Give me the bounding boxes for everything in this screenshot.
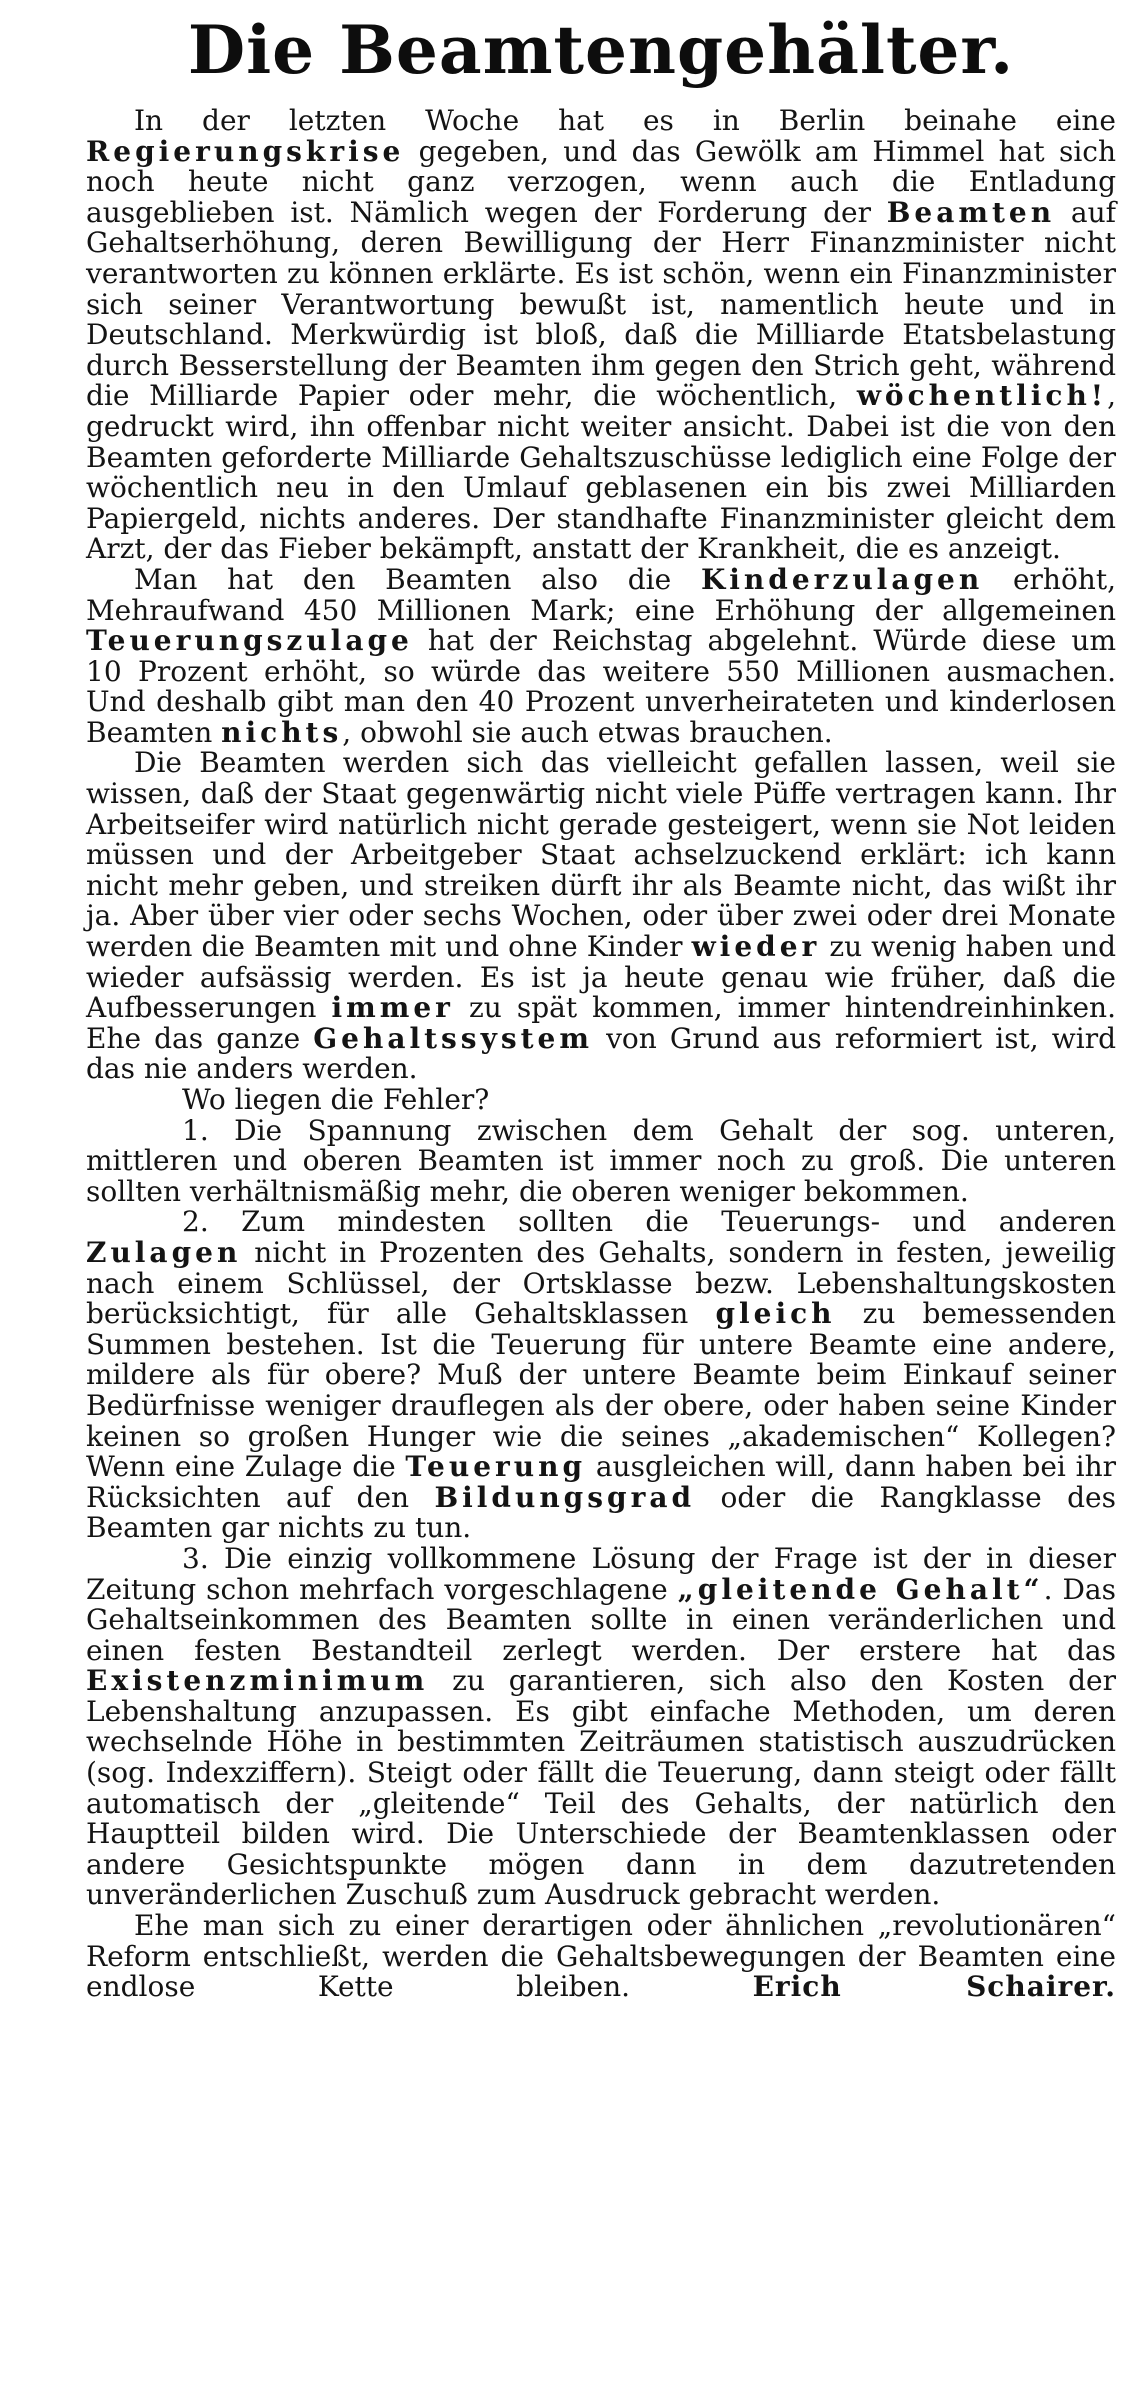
text-run: 3. Die einzig vollkommene Lösung der Frage ist der in dieser Zeitung schon mehrfach vorgeschlagene (86, 1541, 1116, 1606)
spaced-emphasis: Existenzminimum (86, 1664, 429, 1698)
newspaper-article (86, 0, 1116, 2400)
text-run: gegeben, und das Gewölk am Himmel hat sich noch heute nicht ganz verzogen, wenn auch die Entladung ausgeblieben ist. Nämlich wegen der Forderung der (86, 134, 1116, 229)
spaced-emphasis: gleich (715, 1297, 836, 1331)
text-run: Ehe man sich zu einer derartigen oder ähnlichen „revolutionären“ Reform entschließt, werden die Gehaltsbewegungen der Beamten eine endlose Kette bleiben. (86, 1909, 1116, 2004)
text-run: zu wenig haben und wieder aufsässig werden. Es ist ja heute genau wie früher, daß die Aufbesserungen (86, 930, 1116, 1025)
text-run: hat der Reichstag abgelehnt. Würde diese um 10 Prozent erhöht, so würde das weitere 550 Millionen ausmachen. Und deshalb gibt man den 40 Prozent unverheirateten und kinderlosen Beamten (86, 624, 1116, 749)
article-paragraph (86, 562, 1116, 749)
spaced-emphasis: Beamten (886, 195, 1056, 229)
text-run: ausgleichen will, dann haben bei ihr Rücksichten auf den (86, 1450, 1116, 1514)
text-run: zu garantieren, sich also den Kosten der Lebenshaltung anzupassen. Es gibt einfache Methoden, um deren wechselnde Höhe in bestimmten Zeiträumen statistisch auszudrücken (sog. Indexziffern). Steigt oder fällt die Teuerung, dann steigt oder fällt automatisch der „gleitende“ Teil des Gehalts, der natürlich den Hauptteil bilden wird. Die Unterschiede der Beamtenklassen oder andere Gesichtspunkte mögen dann in dem dazutretenden unveränderlichen Zuschuß zum Ausdruck gebracht werden. (86, 1664, 1116, 1912)
spaced-emphasis: Teuerungszulage (86, 624, 413, 658)
text-run: erhöht, Mehraufwand 450 Millionen Mark; eine Erhöhung der allgemeinen (86, 562, 1116, 627)
author-signature: Erich Schairer. (752, 1970, 1116, 2004)
article-body (86, 106, 1116, 2003)
text-run: auf Gehaltserhöhung, deren Bewilligung der Herr Finanzminister nicht verantworten zu können erklärte. Es ist schön, wenn ein Finanzminister sich seiner Verantwortung bewußt ist, namentlich heute und in Deutschland. Merkwürdig ist bloß, daß die Milliarde Etatsbelastung durch Besserstellung der Beamten ihm gegen den Strich geht, während die Milliarde Papier oder mehr, die wöchentlich, (86, 195, 1116, 413)
text-run: 1. Die Spannung zwischen dem Gehalt der sog. unteren, mittleren und oberen Beamten ist immer noch zu groß. Die unteren sollten verhältnismäßig mehr, die oberen weniger bekommen. (86, 1113, 1116, 1208)
text-run: 2. Zum mindesten sollten die Teuerungs- und anderen (182, 1205, 1116, 1239)
spaced-emphasis: wöchentlich! (856, 379, 1108, 413)
text-run: Man hat den Beamten also die (134, 562, 701, 596)
text-run: , gedruckt wird, ihn offenbar nicht weiter ansicht. Dabei ist die von den Beamten geforderte Milliarde Gehaltszuschüsse lediglich eine Folge der wöchentlich neu in den Umlauf geblasenen ein bis zwei Milliarden Papiergeld, nichts anderes. Der standhafte Finanzminister gleicht dem Arzt, der das Fieber bekämpft, anstatt der Krankheit, die es anzeigt. (86, 379, 1116, 566)
spaced-emphasis: Regierungskrise (86, 134, 405, 168)
text-run: . Das Gehaltseinkommen des Beamten sollte in einen veränderlichen und einen festen Bestandteil zerlegt werden. Der erstere hat das (86, 1572, 1116, 1667)
text-run: oder die Rangklasse des Beamten gar nichts zu tun. (86, 1480, 1116, 1545)
spaced-emphasis: Gehaltssystem (313, 1021, 593, 1055)
spaced-emphasis: nichts (221, 715, 343, 749)
article-paragraph (86, 1541, 1116, 1912)
article-headline: Die Beamtengehälter. (187, 11, 1015, 89)
text-run: , obwohl sie auch etwas brauchen. (342, 715, 833, 749)
spaced-emphasis: Kinderzulagen (700, 562, 984, 596)
article-paragraph (86, 1085, 1116, 1116)
text-run: von Grund aus reformiert ist, wird das nie anders werden. (86, 1021, 1116, 1086)
spaced-emphasis: wieder (691, 930, 821, 964)
text-run: In der letzten Woche hat es in Berlin beinahe eine (134, 104, 1116, 137)
article-paragraph (86, 748, 1116, 1085)
spaced-emphasis: immer (331, 991, 454, 1025)
article-paragraph (86, 106, 1116, 565)
text-run: nicht in Prozenten des Gehalts, sondern in festen, jeweilig nach einem Schlüssel, der Ortsklasse bezw. Lebenshaltungskosten berücksichtigt, für alle Gehaltsklassen (86, 1235, 1116, 1331)
text-run: zu bemessenden Summen bestehen. Ist die Teuerung für untere Beamte eine andere, mildere als für obere? Muß der untere Beamte beim Einkauf seiner Bedürfnisse weniger drauflegen als der obere, oder haben seine Kinder keinen so großen Hunger wie die seines „akademischen“ Kollegen? Wenn eine Zulage die (86, 1297, 1117, 1484)
text-run: Wo liegen die Fehler? (182, 1083, 490, 1116)
text-run: Die Beamten werden sich das vielleicht gefallen lassen, weil sie wissen, daß der Staat gegenwärtig nicht viele Püffe vertragen kann. Ihr Arbeitseifer wird natürlich nicht gerade gesteigert, wenn sie Not leiden müssen und der Arbeitgeber Staat achselzuckend erklärt: ich kann nicht mehr geben, und streiken dürft ihr als Beamte nicht, das wißt ihr ja. Aber über vier oder sechs Wochen, oder über zwei oder drei Monate werden die Beamten mit und ohne Kinder (86, 746, 1116, 964)
spaced-emphasis: Zulagen (86, 1235, 242, 1269)
spaced-emphasis: „gleitende Gehalt“ (677, 1572, 1044, 1606)
spaced-emphasis: Bildungsgrad (434, 1480, 696, 1514)
spaced-emphasis: Teuerung (405, 1450, 587, 1484)
article-paragraph (86, 1113, 1116, 1208)
text-run: zu spät kommen, immer hintendreinhinken. Ehe das ganze (86, 991, 1116, 1055)
article-paragraph (86, 1207, 1116, 1544)
article-paragraph (86, 1911, 1116, 2003)
